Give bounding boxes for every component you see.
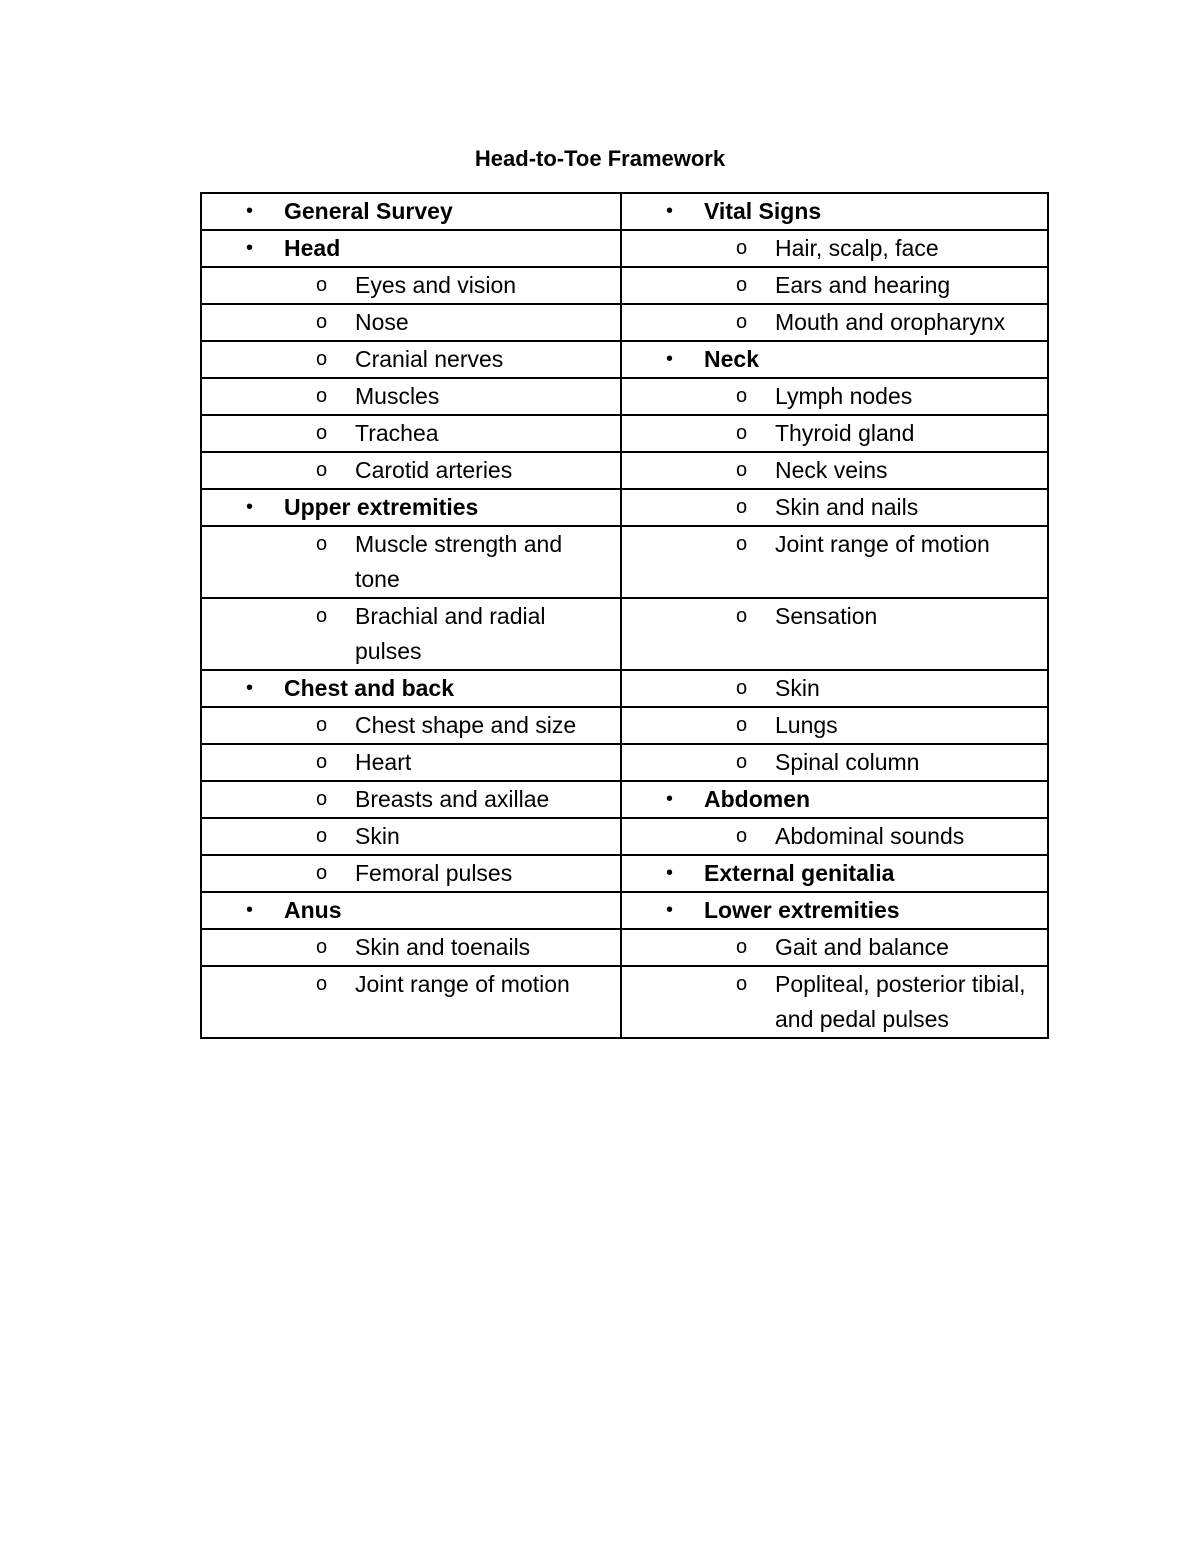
table-cell-left <box>201 781 621 818</box>
table-cell-right <box>621 452 1048 489</box>
item-label: Carotid arteries <box>355 457 513 483</box>
table-cell-right <box>621 598 1048 670</box>
table-cell-right <box>621 193 1048 230</box>
circle-bullet-icon: o <box>736 677 748 699</box>
table-cell-left <box>201 929 621 966</box>
section-label: Chest and back <box>284 675 454 701</box>
section-label: Upper extremities <box>284 494 479 520</box>
list-item <box>202 856 620 891</box>
table-row <box>201 304 1048 341</box>
table-row <box>201 744 1048 781</box>
table-cell-right <box>621 818 1048 855</box>
circle-bullet-icon: o <box>316 862 328 884</box>
item-label: Mouth and oropharynx <box>775 309 1006 335</box>
list-item <box>202 708 620 743</box>
circle-bullet-icon: o <box>736 936 748 958</box>
circle-bullet-icon: o <box>316 533 328 555</box>
table-cell-left <box>201 598 621 670</box>
circle-bullet-icon: o <box>316 788 328 810</box>
table-row <box>201 489 1048 526</box>
table-row <box>201 452 1048 489</box>
table-cell-left <box>201 966 621 1038</box>
list-item <box>622 745 1047 780</box>
bullet-icon: • <box>666 348 674 370</box>
item-label: Muscles <box>355 383 440 409</box>
section-label: Vital Signs <box>704 198 822 224</box>
table-cell-right <box>621 707 1048 744</box>
list-item <box>622 231 1047 266</box>
list-item <box>622 782 1047 817</box>
list-item <box>202 671 620 706</box>
table-cell-left <box>201 267 621 304</box>
item-label: Lungs <box>775 712 838 738</box>
circle-bullet-icon: o <box>736 496 748 518</box>
table-cell-left <box>201 415 621 452</box>
circle-bullet-icon: o <box>316 751 328 773</box>
bullet-icon: • <box>246 237 254 259</box>
circle-bullet-icon: o <box>736 274 748 296</box>
list-item <box>622 194 1047 229</box>
circle-bullet-icon: o <box>316 973 328 995</box>
table-cell-right <box>621 670 1048 707</box>
list-item <box>622 819 1047 854</box>
list-item <box>202 930 620 965</box>
list-item <box>202 453 620 488</box>
table-row <box>201 818 1048 855</box>
list-item <box>622 708 1047 743</box>
table-cell-right <box>621 744 1048 781</box>
section-label: Abdomen <box>704 786 811 812</box>
item-label: Skin <box>775 675 820 701</box>
item-label: Trachea <box>355 420 439 446</box>
circle-bullet-icon: o <box>736 385 748 407</box>
list-item <box>202 527 620 597</box>
list-item <box>622 527 1047 562</box>
circle-bullet-icon: o <box>736 751 748 773</box>
table-cell-right <box>621 415 1048 452</box>
circle-bullet-icon: o <box>316 311 328 333</box>
circle-bullet-icon: o <box>736 825 748 847</box>
list-item <box>622 893 1047 928</box>
bullet-icon: • <box>666 788 674 810</box>
table-row <box>201 341 1048 378</box>
bullet-icon: • <box>246 496 254 518</box>
item-label: Breasts and axillae <box>355 786 550 812</box>
table-cell-left <box>201 744 621 781</box>
circle-bullet-icon: o <box>316 274 328 296</box>
circle-bullet-icon: o <box>736 605 748 627</box>
framework-table <box>200 192 1049 1039</box>
table-cell-right <box>621 892 1048 929</box>
circle-bullet-icon: o <box>316 936 328 958</box>
table-cell-left <box>201 670 621 707</box>
circle-bullet-icon: o <box>736 422 748 444</box>
list-item <box>622 671 1047 706</box>
bullet-icon: • <box>246 899 254 921</box>
bullet-icon: • <box>246 677 254 699</box>
item-label: Hair, scalp, face <box>775 235 939 261</box>
item-label: Abdominal sounds <box>775 823 965 849</box>
item-label: Thyroid gland <box>775 420 915 446</box>
list-item <box>622 599 1047 634</box>
item-label: Gait and balance <box>775 934 949 960</box>
list-item <box>622 453 1047 488</box>
item-label: Joint range of motion <box>775 531 990 557</box>
list-item <box>622 305 1047 340</box>
list-item <box>622 379 1047 414</box>
circle-bullet-icon: o <box>736 459 748 481</box>
circle-bullet-icon: o <box>316 385 328 407</box>
list-item <box>202 305 620 340</box>
table-row <box>201 892 1048 929</box>
list-item <box>622 416 1047 451</box>
table-cell-left <box>201 304 621 341</box>
section-label: Head <box>284 235 341 261</box>
list-item <box>202 745 620 780</box>
list-item <box>622 856 1047 891</box>
list-item <box>202 819 620 854</box>
item-label: Muscle strength and tone <box>355 531 563 592</box>
item-label: Eyes and vision <box>355 272 517 298</box>
section-label: External genitalia <box>704 860 895 886</box>
item-label: Chest shape and size <box>355 712 577 738</box>
item-label: Ears and hearing <box>775 272 951 298</box>
table-row <box>201 526 1048 598</box>
table-row <box>201 230 1048 267</box>
table-cell-left <box>201 526 621 598</box>
table-cell-right <box>621 489 1048 526</box>
list-item <box>202 782 620 817</box>
circle-bullet-icon: o <box>736 237 748 259</box>
list-item <box>202 599 620 669</box>
list-item <box>622 268 1047 303</box>
table-row <box>201 378 1048 415</box>
table-cell-right <box>621 855 1048 892</box>
table-cell-left <box>201 341 621 378</box>
table-cell-left <box>201 378 621 415</box>
circle-bullet-icon: o <box>316 605 328 627</box>
table-cell-right <box>621 526 1048 598</box>
table-cell-right <box>621 929 1048 966</box>
bullet-icon: • <box>246 200 254 222</box>
list-item <box>202 231 620 266</box>
item-label: Lymph nodes <box>775 383 913 409</box>
item-label: Skin and toenails <box>355 934 531 960</box>
table-cell-left <box>201 855 621 892</box>
list-item <box>622 490 1047 525</box>
table-row <box>201 193 1048 230</box>
table-cell-right <box>621 966 1048 1038</box>
table-row <box>201 707 1048 744</box>
list-item <box>622 342 1047 377</box>
list-item <box>202 967 620 1002</box>
table-row <box>201 267 1048 304</box>
section-label: Anus <box>284 897 342 923</box>
page-title: Head-to-Toe Framework <box>474 146 726 171</box>
item-label: Neck veins <box>775 457 888 483</box>
table-cell-right <box>621 267 1048 304</box>
item-label: Joint range of motion <box>355 971 570 997</box>
list-item <box>202 893 620 928</box>
table-row <box>201 855 1048 892</box>
circle-bullet-icon: o <box>736 311 748 333</box>
table-cell-right <box>621 230 1048 267</box>
table-cell-right <box>621 341 1048 378</box>
item-label: Skin and nails <box>775 494 919 520</box>
bullet-icon: • <box>666 862 674 884</box>
table-row <box>201 670 1048 707</box>
circle-bullet-icon: o <box>316 714 328 736</box>
table-cell-left <box>201 892 621 929</box>
table-cell-right <box>621 781 1048 818</box>
item-label: Nose <box>355 309 409 335</box>
circle-bullet-icon: o <box>736 973 748 995</box>
section-label: Lower extremities <box>704 897 900 923</box>
item-label: Skin <box>355 823 400 849</box>
framework-table-body <box>201 193 1048 1038</box>
item-label: Cranial nerves <box>355 346 504 372</box>
table-row <box>201 966 1048 1038</box>
item-label: Brachial and radial pulses <box>355 603 546 664</box>
circle-bullet-icon: o <box>316 459 328 481</box>
section-label: General Survey <box>284 198 453 224</box>
list-item <box>202 342 620 377</box>
list-item <box>202 268 620 303</box>
table-cell-left <box>201 193 621 230</box>
circle-bullet-icon: o <box>316 348 328 370</box>
table-row <box>201 929 1048 966</box>
table-cell-left <box>201 818 621 855</box>
item-label: Heart <box>355 749 412 775</box>
circle-bullet-icon: o <box>736 714 748 736</box>
list-item <box>622 967 1047 1037</box>
table-cell-left <box>201 707 621 744</box>
bullet-icon: • <box>666 899 674 921</box>
item-label: Femoral pulses <box>355 860 513 886</box>
table-cell-right <box>621 304 1048 341</box>
item-label: Sensation <box>775 603 878 629</box>
table-row <box>201 415 1048 452</box>
circle-bullet-icon: o <box>316 422 328 444</box>
table-row <box>201 781 1048 818</box>
item-label: Spinal column <box>775 749 920 775</box>
table-cell-left <box>201 452 621 489</box>
list-item <box>202 194 620 229</box>
table-row <box>201 598 1048 670</box>
list-item <box>202 490 620 525</box>
item-label: Popliteal, posterior tibial, and pedal pulses <box>775 971 1026 1032</box>
list-item <box>202 379 620 414</box>
circle-bullet-icon: o <box>316 825 328 847</box>
table-cell-right <box>621 378 1048 415</box>
table-cell-left <box>201 230 621 267</box>
table-cell-left <box>201 489 621 526</box>
section-label: Neck <box>704 346 759 372</box>
bullet-icon: • <box>666 200 674 222</box>
circle-bullet-icon: o <box>736 533 748 555</box>
list-item <box>202 416 620 451</box>
list-item <box>622 930 1047 965</box>
